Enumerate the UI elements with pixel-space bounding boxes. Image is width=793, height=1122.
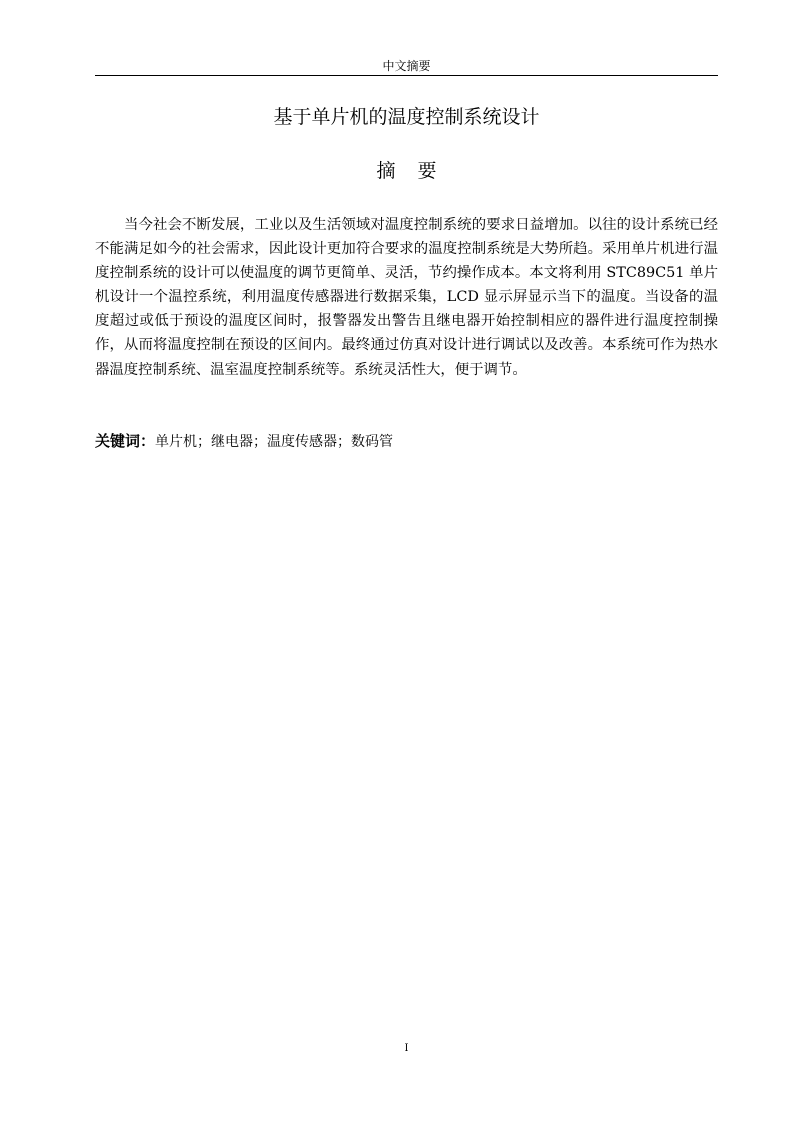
abstract-heading: 摘要: [376, 160, 459, 182]
keywords-label: 关键词：: [95, 432, 156, 450]
keywords-line: [95, 429, 718, 454]
running-header: 中文摘要: [382, 59, 431, 73]
keywords-terms: 单片机；继电器；温度传感器；数码管: [155, 434, 394, 450]
page-number: I: [404, 1043, 409, 1054]
paper-title: 基于单片机的温度控制系统设计: [273, 106, 540, 128]
abstract-body: 当今社会不断发展，工业以及生活领域对温度控制系统的要求日益增加。以往的设计系统已经不能满足如今的社会需求，因此设计更加符合要求的温度控制系统是大势所趋。采用单片机进行温度控制系统的设计可以使温度的调节更简单、灵活，节约操作成本。本文将利用 STC89C51 单片机设计一个温控系统，利用温度传感器进行数据采集，LCD 显示屏显示当下的温度。当设备的温度超过或低于预设的温度区间时，报警器发出警告且继电器开始控制相应的器件进行温度控制操作，从而将温度控制在预设的区间内。最终通过仿真对设计进行调试以及改善。本系统可作为热水器温度控制系统、温室温度控制系统等。系统灵活性大，便于调节。: [95, 217, 718, 378]
header-rule: [95, 75, 718, 76]
